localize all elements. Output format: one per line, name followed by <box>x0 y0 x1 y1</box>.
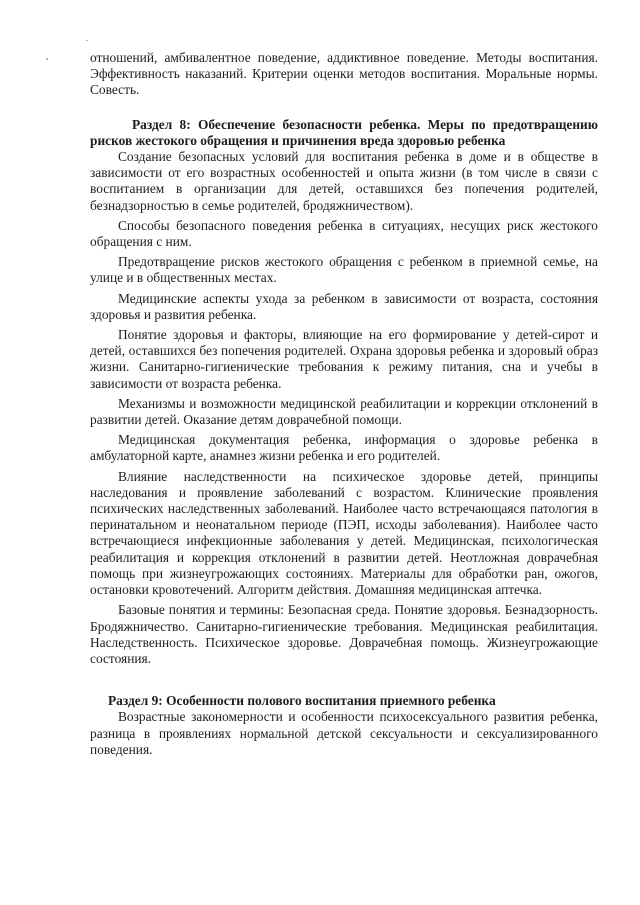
paragraph: Медицинские аспекты ухода за ребенком в зависимости от возраста, состояния здоровья и развития ребенка. <box>90 290 598 322</box>
paragraph: Понятие здоровья и факторы, влияющие на его формирование у детей-сирот и детей, оставшихся без попечения родителей. Охрана здоровья ребенка и здоровый образ жизни. Санитарно-гигиенические требования к режиму питания, сна и учебы в зависимости от возраста ребенка. <box>90 327 598 391</box>
scan-speck <box>46 58 48 60</box>
paragraph: Влияние наследственности на психическое здоровье детей, принципы наследования и проявление заболеваний с возрастом. Клинические проявления психических наследственных заболеваний. Наиболее часто встречающаяся патология в перинатальном и неонатальном периоде (ПЭП, исходы заболевания). Наиболее часто встречающиеся инфекционные заболевания у детей. Медицинская, психологическая реабилитация и коррекция отклонений в развитии детей. Неотложная доврачебная помощь при жизнеугрожающих состояниях. Материалы для обработки ран, ожогов, остановки кровотечений. Алгоритм действия. Домашняя медицинская аптечка. <box>90 468 598 598</box>
paragraph: Механизмы и возможности медицинской реабилитации и коррекции отклонений в развитии детей. Оказание детям доврачебной помощи. <box>90 395 598 428</box>
section-8-heading: Раздел 8: Обеспечение безопасности ребенка. Меры по предотвращению рисков жестокого обращения и причинения вреда здоровью ребенка <box>90 116 598 148</box>
scan-speck <box>86 40 88 41</box>
paragraph: Предотвращение рисков жестокого обращения с ребенком в приемной семье, на улице и в общественных местах. <box>90 254 598 286</box>
paragraph-continuation: отношений, амбивалентное поведение, аддиктивное поведение. Методы воспитания. Эффективность наказаний. Критерии оценки методов воспитания. Моральные нормы. Совесть. <box>90 50 598 98</box>
paragraph: Медицинская документация ребенка, информация о здоровье ребенка в амбулаторной карте, анамнез жизни ребенка и его родителей. <box>90 432 598 464</box>
document-body <box>90 50 598 758</box>
paragraph: Возрастные закономерности и особенности психосексуального развития ребенка, разница в проявлениях нормальной детской сексуальности и сексуализированного поведения. <box>90 709 598 757</box>
paragraph: Создание безопасных условий для воспитания ребенка в доме и в обществе в зависимости от его возрастных особенностей и опыта жизни (в том числе в связи с воспитанием в организации для детей, оставшихся без попечения родителей, безнадзорностью в семье родителей, бродяжничеством). <box>90 149 598 213</box>
section-9-heading: Раздел 9: Особенности полового воспитания приемного ребенка <box>108 693 496 709</box>
key-terms-paragraph: Базовые понятия и термины: Безопасная среда. Понятие здоровья. Безнадзорность. Бродяжничество. Санитарно-гигиенические требования. Медицинская реабилитация. Наследственность. Психическое здоровье. Доврачебная помощь. Жизнеугрожающие состояния. <box>90 602 598 666</box>
paragraph: Способы безопасного поведения ребенка в ситуациях, несущих риск жестокого обращения с ним. <box>90 217 598 250</box>
